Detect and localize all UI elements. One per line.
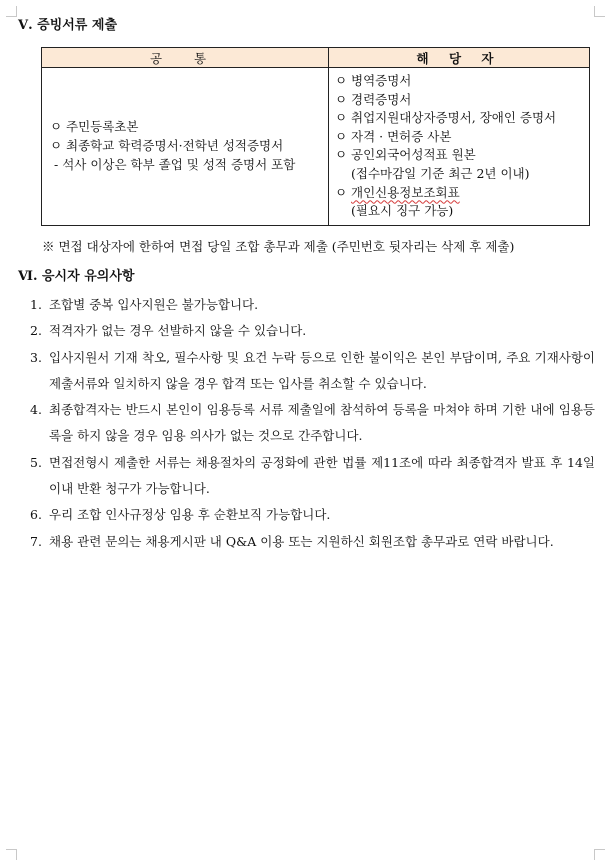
bullet: ㅇ [335, 73, 348, 88]
list-item [335, 128, 583, 147]
item-text: 적격자가 없는 경우 선발하지 않을 수 있습니다. [49, 323, 307, 339]
list-item [335, 184, 583, 203]
page-corner-mark [6, 6, 17, 17]
bullet: ㅇ [335, 91, 348, 107]
common-item-text: 주민등록초본 [66, 119, 139, 135]
submission-note: ※ 면접 대상자에 한하여 면접 당일 조합 총무과 제출 (주민번호 뒷자리는 삭제 후 제출) [42, 239, 515, 254]
precautions-list [30, 292, 595, 555]
item-text: 면접전형시 제출한 서류는 채용절차의 공정화에 관한 법률 제11조에 따라 최종합격자 발표 후 14일 이내 반환 청구가 가능합니다. [49, 454, 595, 497]
page-corner-mark [6, 849, 17, 860]
bullet: ㅇ [50, 119, 63, 135]
common-item-text: 최종학교 학력증명서·전학년 성적증명서 [66, 138, 284, 154]
applicable-item-text: 자격 · 면허증 사본 [351, 128, 452, 144]
bullet: ㅇ [335, 128, 348, 144]
page-corner-mark [594, 849, 605, 860]
bullet: ㅇ [335, 110, 348, 126]
applicable-item-text: 경력증명서 [351, 91, 412, 107]
common-documents-cell [42, 68, 329, 226]
list-item [335, 109, 583, 128]
item-number: 6. [30, 507, 42, 523]
list-item [30, 502, 595, 528]
item-number: 7. [30, 533, 42, 549]
list-item [50, 118, 322, 137]
bullet: ㅇ [335, 184, 348, 200]
list-item [30, 292, 595, 318]
item-number: 2. [30, 323, 42, 339]
item-number: 3. [30, 349, 42, 365]
list-item [30, 397, 595, 450]
list-item [30, 529, 595, 555]
list-item [30, 318, 595, 344]
applicable-item-text: 병역증명서 [351, 73, 412, 88]
applicable-item-subtext: (필요시 징구 가능) [351, 203, 454, 219]
required-documents-table [41, 47, 590, 226]
applicable-item-subtext: (접수마감일 기준 최근 2년 이내) [351, 165, 530, 181]
list-item [335, 91, 583, 110]
item-number: 4. [30, 402, 42, 418]
applicable-item-text: 취업지원대상자증명서, 장애인 증명서 [351, 110, 557, 126]
header-applicable: 해 당 자 [329, 48, 590, 68]
bullet: ㅇ [50, 138, 63, 154]
list-item [30, 450, 595, 503]
item-text: 최종합격자는 반드시 본인이 임용등록 서류 제출일에 참석하여 등록을 마쳐야 하며 기한 내에 임용등록을 하지 않을 경우 임용 의사가 없는 것으로 간주합니다. [49, 402, 595, 444]
bullet: ㅇ [335, 147, 348, 163]
common-note: - 석사 이상은 학부 졸업 및 성적 증명서 포함 [54, 156, 296, 172]
item-text: 채용 관련 문의는 채용게시판 내 Q&A 이용 또는 지원하신 회원조합 총무과로 연락 바랍니다. [49, 533, 554, 549]
list-item [335, 146, 583, 165]
table-body-row [42, 68, 590, 226]
header-common: 공 통 [42, 48, 329, 68]
section-title-documents: Ⅴ. 증빙서류 제출 [18, 18, 118, 33]
applicable-item-text: 공인외국어성적표 원본 [351, 147, 476, 163]
list-item [335, 72, 583, 91]
list-item [50, 137, 322, 156]
item-text: 입사지원서 기재 착오, 필수사항 및 요건 누락 등으로 인한 불이익은 본인 부담이며, 주요 기재사항이 제출서류와 일치하지 않을 경우 합격 또는 입사를 취소할 수 있습니다. [49, 349, 595, 391]
section-title-precautions: Ⅵ. 응시자 유의사항 [18, 269, 135, 284]
item-text: 조합별 중복 입사지원은 불가능합니다. [49, 297, 259, 312]
item-number: 1. [30, 297, 42, 312]
table-header-row [42, 48, 590, 68]
item-text: 우리 조합 인사규정상 임용 후 순환보직 가능합니다. [49, 507, 331, 523]
applicable-documents-cell [329, 68, 590, 226]
page-corner-mark [594, 6, 605, 17]
applicable-item-text: 개인신용정보조회표 [351, 184, 460, 200]
item-number: 5. [30, 454, 42, 470]
list-item [30, 345, 595, 398]
